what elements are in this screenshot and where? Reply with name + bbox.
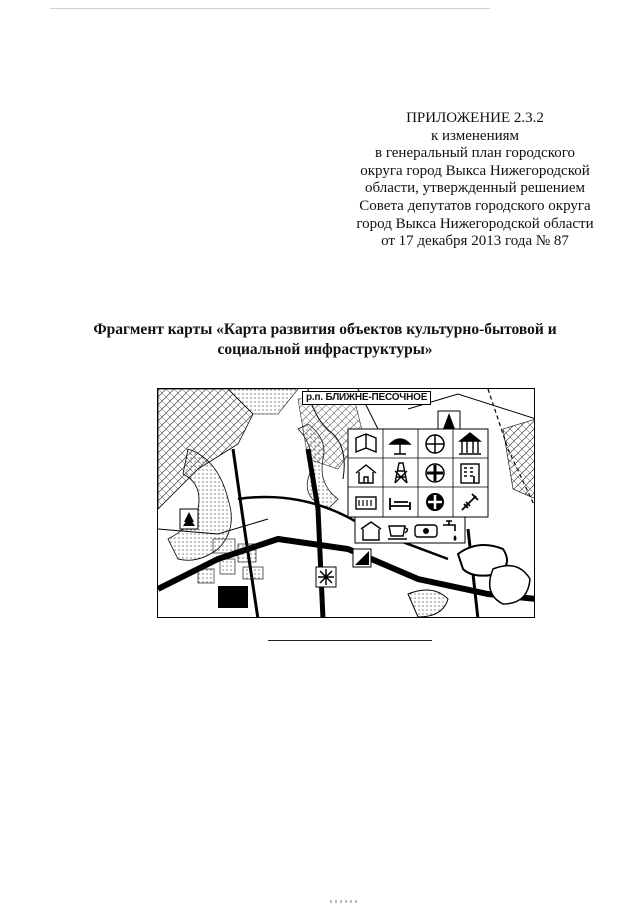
appendix-line: Совета депутатов городского округа (359, 197, 591, 214)
title-line-2: социальной инфраструктуры» (217, 341, 433, 358)
sport-circle-icon (426, 435, 444, 453)
page-title (60, 320, 590, 360)
appendix-block (340, 110, 610, 251)
appendix-line: к изменениям (430, 127, 520, 144)
legend-grid (348, 429, 488, 517)
industrial-block (218, 586, 248, 608)
appendix-line: области, утвержденный решением (365, 180, 585, 197)
flag-symbol (353, 549, 371, 567)
appendix-line: город Выкса Нижегородской области (356, 215, 594, 232)
appendix-line: округа город Выкса Нижегородской (360, 162, 590, 179)
steeple-symbol (438, 411, 460, 431)
tree-symbol (180, 509, 198, 529)
legend-grid-row-4 (355, 517, 465, 543)
cross-symbol (316, 567, 336, 587)
cross-circle-icon (426, 464, 444, 482)
appendix-title: ПРИЛОЖЕНИЕ 2.3.2 (406, 110, 544, 126)
title-line-1: Фрагмент карты «Карта развития объектов культурно-бытовой и (93, 321, 557, 338)
map-drawing (158, 389, 535, 618)
map-fragment (157, 388, 535, 618)
appendix-line: в генеральный план городского (374, 145, 576, 162)
scan-edge-line (50, 8, 490, 9)
settlement-label: р.п. БЛИЖНЕ-ПЕСОЧНОЕ (302, 391, 431, 405)
plot-hatch-right (503, 419, 535, 499)
plus-icon (426, 493, 444, 511)
scan-artifact (330, 900, 360, 903)
end-rule (268, 640, 432, 641)
lake-3 (408, 590, 448, 617)
appendix-date: от 17 декабря 2013 года № 87 (381, 233, 569, 250)
